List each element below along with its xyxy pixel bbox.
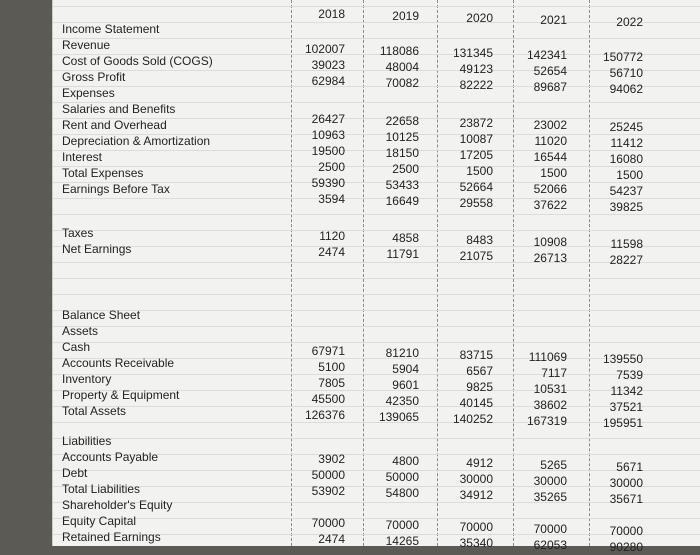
value-cell: 53433 (385, 178, 419, 192)
value-cell: 22658 (385, 114, 419, 128)
value-cell: 14265 (385, 534, 419, 548)
value-cell: 94062 (609, 82, 643, 96)
value-cell: 50000 (311, 468, 345, 482)
grid-line (53, 342, 700, 343)
value-cell: 139550 (602, 352, 643, 366)
value-cell: 83715 (459, 348, 493, 362)
row-label: Earnings Before Tax (62, 182, 170, 196)
value-cell: 40145 (459, 396, 493, 410)
value-cell: 56710 (609, 66, 643, 80)
value-cell: 23002 (533, 118, 567, 132)
value-cell: 35671 (609, 492, 643, 506)
value-cell: 30000 (609, 476, 643, 490)
row-label: Cost of Goods Sold (COGS) (62, 54, 213, 68)
value-cell: 142341 (526, 48, 567, 62)
value-cell: 89687 (533, 80, 567, 94)
value-cell: 53902 (311, 484, 345, 498)
row-label: Accounts Receivable (62, 356, 175, 370)
row-label: Total Liabilities (62, 482, 141, 496)
value-cell: 102007 (304, 42, 345, 56)
value-cell: 23872 (459, 116, 493, 130)
value-cell: 10531 (533, 382, 567, 396)
value-cell: 37521 (609, 400, 643, 414)
value-cell: 3902 (318, 452, 345, 466)
value-cell: 17205 (459, 148, 493, 162)
year-header: 2018 (318, 7, 345, 21)
value-cell: 9825 (466, 380, 493, 394)
section-title: Balance Sheet (62, 308, 141, 322)
value-cell: 35340 (459, 536, 493, 550)
value-cell: 21075 (459, 249, 493, 263)
value-cell: 29558 (459, 196, 493, 210)
value-cell: 70000 (609, 524, 643, 538)
value-cell: 5671 (616, 460, 643, 474)
value-cell: 1500 (466, 164, 493, 178)
row-label: Revenue (62, 38, 111, 52)
grid-line (53, 38, 700, 39)
value-cell: 37622 (533, 198, 567, 212)
value-cell: 150772 (602, 50, 643, 64)
value-cell: 9601 (392, 378, 419, 392)
value-cell: 11412 (610, 136, 643, 150)
value-cell: 7539 (616, 368, 643, 382)
value-cell: 82222 (459, 78, 493, 92)
value-cell: 18150 (385, 146, 419, 160)
value-cell: 49123 (459, 62, 493, 76)
value-cell: 1500 (540, 166, 567, 180)
value-cell: 3594 (318, 192, 345, 206)
value-cell: 54237 (609, 184, 643, 198)
value-cell: 62984 (311, 74, 345, 88)
value-cell: 2500 (392, 162, 419, 176)
value-cell: 35265 (533, 490, 567, 504)
value-cell: 167319 (526, 414, 567, 428)
value-cell: 195951 (602, 416, 643, 430)
value-cell: 11791 (386, 247, 419, 261)
value-cell: 19500 (311, 144, 345, 158)
group-label: Assets (62, 324, 99, 338)
year-header: 2021 (540, 13, 567, 27)
value-cell: 111069 (528, 350, 567, 364)
row-label: Depreciation & Amortization (62, 134, 211, 148)
grid-line (53, 294, 700, 295)
value-cell: 30000 (533, 474, 567, 488)
value-cell: 52066 (533, 182, 567, 196)
value-cell: 16649 (385, 194, 419, 208)
grid-line (53, 278, 700, 279)
grid-line (53, 438, 700, 439)
value-cell: 70082 (385, 76, 419, 90)
value-cell: 70000 (533, 522, 567, 536)
value-cell: 70000 (459, 520, 493, 534)
value-cell: 26427 (311, 112, 345, 126)
row-label: Total Expenses (62, 166, 144, 180)
value-cell: 26713 (533, 251, 567, 265)
row-label: Interest (62, 150, 103, 164)
value-cell: 10125 (385, 130, 419, 144)
value-cell: 6567 (466, 364, 493, 378)
row-label: Net Earnings (62, 242, 132, 256)
value-cell: 2500 (318, 160, 345, 174)
row-label: Equity Capital (62, 514, 137, 528)
group-label: Shareholder's Equity (62, 498, 173, 512)
value-cell: 50000 (385, 470, 419, 484)
row-label: Retained Earnings (62, 530, 161, 544)
value-cell: 4858 (392, 231, 419, 245)
value-cell: 59390 (311, 176, 345, 190)
value-cell: 11342 (610, 384, 643, 398)
value-cell: 4800 (392, 454, 419, 468)
value-cell: 7117 (541, 366, 567, 380)
group-label: Liabilities (62, 434, 112, 448)
row-label: Inventory (62, 372, 112, 386)
value-cell: 4912 (466, 456, 493, 470)
row-label: Total Assets (62, 404, 127, 418)
value-cell: 16080 (609, 152, 643, 166)
grid-line (53, 310, 700, 311)
row-label: Salaries and Benefits (62, 102, 176, 116)
row-label: Cash (62, 340, 91, 354)
value-cell: 5265 (540, 458, 567, 472)
value-cell: 2474 (318, 532, 345, 546)
value-cell: 8483 (466, 233, 493, 247)
value-cell: 30000 (459, 472, 493, 486)
value-cell: 7805 (318, 376, 345, 390)
value-cell: 52654 (533, 64, 567, 78)
value-cell: 70000 (311, 516, 345, 530)
value-cell: 131345 (452, 46, 493, 60)
grid-line (53, 6, 700, 7)
value-cell: 10963 (311, 128, 345, 142)
spreadsheet-grid (52, 0, 700, 554)
grid-line (53, 326, 700, 327)
year-header: 2020 (466, 11, 493, 25)
value-cell: 34912 (459, 488, 493, 502)
row-label: Expenses (62, 86, 115, 100)
value-cell: 5904 (392, 362, 419, 376)
value-cell: 10087 (459, 132, 493, 146)
year-header: 2019 (392, 9, 419, 23)
value-cell: 139065 (378, 410, 419, 424)
value-cell: 38602 (533, 398, 567, 412)
value-cell: 48004 (385, 60, 419, 74)
value-cell: 118086 (379, 44, 419, 58)
value-cell: 45500 (311, 392, 345, 406)
value-cell: 25245 (609, 120, 643, 134)
value-cell: 81210 (385, 346, 419, 360)
row-label: Property & Equipment (62, 388, 180, 402)
value-cell: 10908 (533, 235, 567, 249)
value-cell: 140252 (452, 412, 493, 426)
year-header: 2022 (616, 15, 643, 29)
value-cell: 70000 (385, 518, 419, 532)
row-label: Debt (62, 466, 88, 480)
value-cell: 11020 (534, 134, 567, 148)
value-cell: 90280 (609, 540, 643, 554)
value-cell: 16544 (533, 150, 567, 164)
value-cell: 67971 (311, 344, 345, 358)
value-cell: 52664 (459, 180, 493, 194)
value-cell: 1120 (319, 229, 345, 243)
value-cell: 28227 (609, 253, 643, 267)
row-label: Rent and Overhead (62, 118, 167, 132)
section-title: Income Statement (62, 22, 160, 36)
value-cell: 5100 (318, 360, 345, 374)
value-cell: 42350 (385, 394, 419, 408)
value-cell: 54800 (385, 486, 419, 500)
value-cell: 11598 (610, 237, 643, 251)
row-label: Gross Profit (62, 70, 126, 84)
value-cell: 2474 (318, 245, 345, 259)
row-label: Accounts Payable (62, 450, 159, 464)
value-cell: 39825 (609, 200, 643, 214)
value-cell: 1500 (616, 168, 643, 182)
value-cell: 126376 (304, 408, 345, 422)
value-cell: 62053 (533, 538, 567, 552)
row-label: Taxes (62, 226, 94, 240)
value-cell: 39023 (311, 58, 345, 72)
